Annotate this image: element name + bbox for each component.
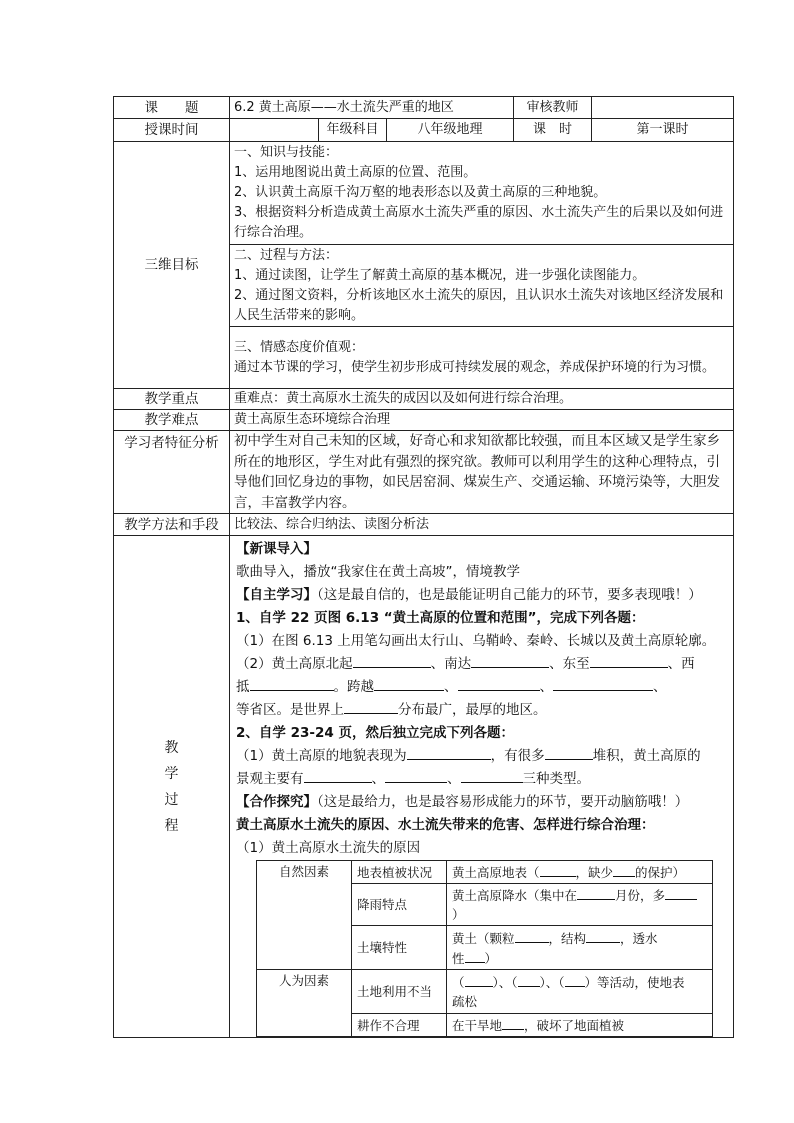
cause-text: ）、（ xyxy=(539,975,565,990)
cause-text: 在干旱地 xyxy=(452,1018,503,1033)
answer-blank[interactable] xyxy=(545,745,593,760)
question-2-1-line2 xyxy=(236,768,727,791)
objectives-knowledge xyxy=(230,142,734,245)
objective-line: 2、通过图文资料，分析该地区水土流失的原因，且认识水土流失对该地区经济发展和人民生活带来的影响。 xyxy=(234,287,724,323)
answer-blank[interactable] xyxy=(471,653,549,668)
lesson-plan-table xyxy=(113,96,734,1038)
answer-blank[interactable] xyxy=(502,1015,524,1030)
intro-text: 歌曲导入，播放“我家住在黄土高坡”，情境教学 xyxy=(236,564,520,580)
answer-blank[interactable] xyxy=(458,676,540,691)
objectives-label: 三维目标 xyxy=(114,142,230,389)
answer-blank[interactable] xyxy=(344,699,398,714)
objective-line: 一、知识与技能： xyxy=(234,145,339,160)
objective-line: 1、通过读图，让学生了解黄土高原的基本概况，进一步强化读图能力。 xyxy=(234,267,646,283)
cause-desc xyxy=(447,1014,713,1037)
answer-blank[interactable] xyxy=(353,653,431,668)
answer-blank[interactable] xyxy=(465,972,493,987)
question-text: 等省区。是世界上 xyxy=(236,702,344,718)
cause-text: ）、（ xyxy=(492,975,518,990)
process-label-char: 学 xyxy=(164,765,179,782)
question-text: 。跨越 xyxy=(333,679,374,695)
cause-text: ，缺少 xyxy=(575,865,614,880)
cause-desc xyxy=(447,861,713,884)
question-text: 抵 xyxy=(236,679,250,695)
coop-item-1: （1）黄土高原水土流失的原因 xyxy=(236,840,421,856)
question-1-2-line1 xyxy=(236,653,727,676)
course-title: 6.2 黄土高原——水土流失严重的地区 xyxy=(230,97,514,119)
question-1-2-line2 xyxy=(236,676,727,699)
lesson-plan-page xyxy=(113,96,733,1038)
objective-line: 3、根据资料分析造成黄土高原水土流失严重的原因、水土流失产生的后果以及如何进行综合治理。 xyxy=(234,205,724,240)
question-text: 、 xyxy=(371,771,385,787)
objective-line: 三、情感态度价值观： xyxy=(234,339,365,355)
answer-blank[interactable] xyxy=(385,768,447,783)
question-2-1-line1 xyxy=(236,745,727,768)
cause-text: 黄土（颗粒 xyxy=(452,930,515,946)
process-label xyxy=(114,536,230,1038)
cause-factor: 耕作不合理 xyxy=(352,1014,447,1037)
period-label: 课 时 xyxy=(514,119,592,142)
learner-value: 初中学生对自己未知的区域，好奇心和求知欲都比较强，而且本区域又是学生家乡所在的地形区，学生对此有强烈的探究欲。教师可以利用学生的这种心理特点，引导他们回忆身边的事物，如民居窑洞、煤炭生产、交通运输、环境污染等，大胆发言，丰富教学内容。 xyxy=(230,431,734,514)
cause-text: 月份，多 xyxy=(615,888,666,903)
question-1-title: 1、自学 22 页图 6.13 “黄土高原的位置和范围”，完成下列各题： xyxy=(236,610,645,626)
answer-blank[interactable] xyxy=(553,676,653,691)
process-content xyxy=(230,536,734,1038)
answer-blank[interactable] xyxy=(461,768,523,783)
answer-blank[interactable] xyxy=(304,768,372,783)
reviewer-label: 审核教师 xyxy=(514,97,592,119)
learner-label: 学习者特征分析 xyxy=(114,431,230,514)
cause-text: 性 xyxy=(452,950,465,966)
natural-factor-label: 自然因素 xyxy=(257,861,352,970)
objective-line: 2、认识黄土高原千沟万壑的地表形态以及黄土高原的三种地貌。 xyxy=(234,185,607,200)
cause-text: ，破坏了地面植被 xyxy=(524,1018,625,1033)
causes-table xyxy=(256,860,713,1037)
answer-blank[interactable] xyxy=(665,885,697,900)
answer-blank[interactable] xyxy=(407,745,491,760)
cause-text: 的保护） xyxy=(635,865,686,880)
answer-blank[interactable] xyxy=(590,653,668,668)
answer-blank[interactable] xyxy=(374,676,444,691)
question-text: （1）黄土高原的地貌表现为 xyxy=(236,748,407,764)
cause-factor: 土壤特性 xyxy=(352,926,447,970)
course-label: 课 题 xyxy=(114,97,230,119)
coop-title: 【合作探究】 xyxy=(236,794,317,810)
difficulty-label: 教学难点 xyxy=(114,410,230,431)
objective-line: 1、运用地图说出黄土高原的位置、范围。 xyxy=(234,165,477,180)
cause-factor: 地表植被状况 xyxy=(352,861,447,884)
answer-blank[interactable] xyxy=(565,972,585,987)
time-label: 授课时间 xyxy=(114,119,230,142)
cause-text: ，结构 xyxy=(548,930,587,946)
answer-blank[interactable] xyxy=(465,948,485,963)
grade-value: 八年级地理 xyxy=(387,119,514,142)
question-text: 、 xyxy=(539,679,553,695)
question-text: 、南达 xyxy=(430,656,472,672)
answer-blank[interactable] xyxy=(613,862,635,877)
question-text: 、 xyxy=(447,771,461,787)
key-point-label: 教学重点 xyxy=(114,389,230,410)
grade-label: 年级科目 xyxy=(319,119,387,142)
objectives-emotion xyxy=(230,327,734,389)
cause-text: ，透水 xyxy=(620,930,658,946)
reviewer-value[interactable] xyxy=(592,97,734,119)
answer-blank[interactable] xyxy=(515,928,549,943)
methods-label: 教学方法和手段 xyxy=(114,514,230,536)
process-label-char: 教 xyxy=(164,739,179,756)
key-point-value: 重难点：黄土高原水土流失的成因以及如何进行综合治理。 xyxy=(230,389,734,410)
question-1-2-line3 xyxy=(236,699,727,722)
intro-title: 【新课导入】 xyxy=(236,541,317,557)
objective-line: 通过本节课的学习，使学生初步形成可持续发展的观念，养成保护环境的行为习惯。 xyxy=(234,359,716,375)
question-text: 、 xyxy=(444,679,458,695)
question-text: 景观主要有 xyxy=(236,771,304,787)
cause-factor: 土地利用不当 xyxy=(352,970,447,1014)
question-text: 、 xyxy=(653,679,667,695)
human-factor-label: 人为因素 xyxy=(257,970,352,1037)
objective-line: 二、过程与方法： xyxy=(234,247,339,263)
self-study-title: 【自主学习】 xyxy=(236,587,317,603)
cause-desc xyxy=(447,926,713,970)
question-text: ，有很多 xyxy=(490,748,545,764)
cause-factor: 降雨特点 xyxy=(352,884,447,926)
self-study-note: （这是最自信的，也是最能证明自己能力的环节，要多表现哦！） xyxy=(317,587,702,603)
difficulty-value: 黄土高原生态环境综合治理 xyxy=(230,410,734,431)
process-label-char: 过 xyxy=(164,791,179,808)
question-text: （2）黄土高原北起 xyxy=(236,656,353,672)
cause-desc xyxy=(447,884,713,926)
cause-desc xyxy=(447,970,713,1014)
cause-text: ）等活动，使地表 xyxy=(584,975,685,990)
cause-text: 黄土高原地表（ xyxy=(452,865,540,880)
cause-text: 疏松 xyxy=(452,994,478,1009)
cause-text: （ xyxy=(452,975,465,990)
answer-blank[interactable] xyxy=(540,862,576,877)
answer-blank[interactable] xyxy=(586,928,620,943)
coop-question: 黄土高原水土流失的原因、水土流失带来的危害、怎样进行综合治理： xyxy=(236,817,655,833)
methods-value: 比较法、综合归纳法、读图分析法 xyxy=(230,514,734,536)
question-text: 、西 xyxy=(667,656,695,672)
cause-text: ） xyxy=(484,950,498,966)
question-text: 、东至 xyxy=(549,656,590,672)
time-value[interactable] xyxy=(230,119,319,142)
cause-text: ） xyxy=(452,907,465,922)
coop-note: （这是最给力，也是最容易形成能力的环节，要开动脑筋哦！） xyxy=(317,794,689,810)
question-text: 堆积，黄土高原的 xyxy=(592,748,701,764)
question-text: 分布最广，最厚的地区。 xyxy=(398,702,547,718)
answer-blank[interactable] xyxy=(250,676,334,691)
period-value: 第一课时 xyxy=(592,119,734,142)
objectives-process xyxy=(230,245,734,327)
question-text: 三种类型。 xyxy=(522,771,590,787)
answer-blank[interactable] xyxy=(577,885,615,900)
question-2-title: 2、自学 23-24 页，然后独立完成下列各题： xyxy=(236,725,514,741)
question-1-1: （1）在图 6.13 上用笔勾画出太行山、乌鞘岭、秦岭、长城以及黄土高原轮廓。 xyxy=(236,633,716,649)
answer-blank[interactable] xyxy=(518,972,540,987)
process-label-char: 程 xyxy=(164,817,179,834)
cause-text: 黄土高原降水（集中在 xyxy=(452,888,578,903)
